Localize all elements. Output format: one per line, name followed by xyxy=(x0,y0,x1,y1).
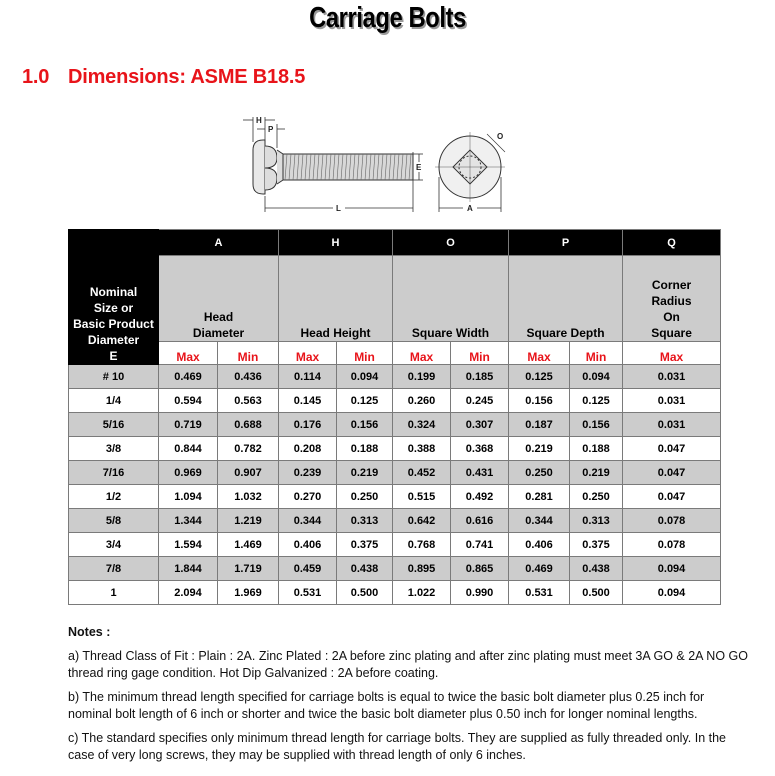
dimension-cell: 0.375 xyxy=(570,533,623,557)
table-body xyxy=(69,365,721,605)
table-row xyxy=(69,557,721,581)
dimension-cell: 0.156 xyxy=(570,413,623,437)
dimension-cell: 1.219 xyxy=(218,509,279,533)
dimension-cell: 0.188 xyxy=(570,437,623,461)
dimension-cell: 0.907 xyxy=(218,461,279,485)
table-row xyxy=(69,581,721,605)
note-item: b) The minimum thread length specified for carriage bolts is equal to twice the basic bolt diameter plus 0.25 inch for nominal bolt length of 6 inch or shorter and twice the basic bolt diameter plus 0.50 inch for longer nominal lengths. xyxy=(68,690,705,721)
dimension-cell: 0.492 xyxy=(451,485,509,509)
dimension-cell: 0.094 xyxy=(623,581,721,605)
dimension-cell: 0.406 xyxy=(279,533,337,557)
letter-q: Q xyxy=(623,230,721,256)
dimension-cell: 0.047 xyxy=(623,437,721,461)
square-depth-header: Square Depth xyxy=(509,256,623,342)
dimension-cell: 0.219 xyxy=(337,461,393,485)
letter-o: O xyxy=(393,230,509,256)
dimension-cell: 1.969 xyxy=(218,581,279,605)
nominal-size-cell: 5/16 xyxy=(69,413,159,437)
table-row xyxy=(69,413,721,437)
dimension-cell: 0.768 xyxy=(393,533,451,557)
dimension-cell: 0.990 xyxy=(451,581,509,605)
nominal-size-cell: 3/4 xyxy=(69,533,159,557)
min-label: Min xyxy=(451,342,509,365)
max-label: Max xyxy=(279,342,337,365)
section-heading xyxy=(22,66,305,89)
head-height-header: Head Height xyxy=(279,256,393,342)
dimension-cell: 0.245 xyxy=(451,389,509,413)
dimension-cell: 0.156 xyxy=(337,413,393,437)
dimension-cell: 0.436 xyxy=(218,365,279,389)
nominal-size-cell: 1/2 xyxy=(69,485,159,509)
dimension-cell: 1.022 xyxy=(393,581,451,605)
nominal-size-cell: 3/8 xyxy=(69,437,159,461)
table-row xyxy=(69,485,721,509)
dimension-cell: 0.741 xyxy=(451,533,509,557)
dimension-cell: 0.782 xyxy=(218,437,279,461)
dimension-cell: 0.270 xyxy=(279,485,337,509)
nominal-size-cell: 1/4 xyxy=(69,389,159,413)
carriage-bolt-diagram xyxy=(235,112,515,217)
label-l: L xyxy=(336,204,341,213)
dimension-cell: 0.250 xyxy=(509,461,570,485)
max-label: Max xyxy=(159,342,218,365)
note-item: c) The standard specifies only minimum thread length for carriage bolts. They are supplied as fully threaded only. In the case of very long screws, they may be supplied with thread length of only 6 inches. xyxy=(68,731,726,762)
dimension-cell: 0.431 xyxy=(451,461,509,485)
dimension-cell: 0.500 xyxy=(570,581,623,605)
dimension-cell: 0.145 xyxy=(279,389,337,413)
dimension-cell: 1.344 xyxy=(159,509,218,533)
dimension-cell: 0.199 xyxy=(393,365,451,389)
dimension-cell: 1.032 xyxy=(218,485,279,509)
dimension-cell: 0.125 xyxy=(337,389,393,413)
dimension-cell: 0.438 xyxy=(337,557,393,581)
table-row xyxy=(69,437,721,461)
dimension-cell: 0.188 xyxy=(337,437,393,461)
dimension-cell: 0.642 xyxy=(393,509,451,533)
dimension-cell: 1.469 xyxy=(218,533,279,557)
dimension-cell: 0.469 xyxy=(159,365,218,389)
dimension-cell: 0.125 xyxy=(509,365,570,389)
dimension-cell: 0.969 xyxy=(159,461,218,485)
max-label: Max xyxy=(393,342,451,365)
dimension-cell: 0.114 xyxy=(279,365,337,389)
dimension-cell: 0.895 xyxy=(393,557,451,581)
dimension-cell: 2.094 xyxy=(159,581,218,605)
page-title: Carriage Bolts xyxy=(309,2,466,34)
dimension-cell: 0.865 xyxy=(451,557,509,581)
max-label: Max xyxy=(623,342,721,365)
dimension-cell: 0.078 xyxy=(623,533,721,557)
dimension-cell: 0.208 xyxy=(279,437,337,461)
label-p: P xyxy=(268,125,274,134)
dimension-cell: 0.307 xyxy=(451,413,509,437)
max-label: Max xyxy=(509,342,570,365)
dimension-cell: 0.563 xyxy=(218,389,279,413)
nominal-size-cell: # 10 xyxy=(69,365,159,389)
table-row xyxy=(69,389,721,413)
label-o: O xyxy=(497,132,504,141)
dimension-cell: 0.469 xyxy=(509,557,570,581)
dimension-cell: 0.125 xyxy=(570,389,623,413)
dimension-cell: 0.688 xyxy=(218,413,279,437)
dimension-cell: 0.438 xyxy=(570,557,623,581)
label-e: E xyxy=(416,163,422,172)
section-title: Dimensions: ASME B18.5 xyxy=(68,66,306,88)
note-item: a) Thread Class of Fit : Plain : 2A. Zinc Plated : 2A before zinc plating and after zinc plating must meet 3A GO & 2A NO GO thread ring gage condition. Hot Dip Galvanized : 2A before coating. xyxy=(68,649,748,680)
dimension-cell: 0.031 xyxy=(623,365,721,389)
dimension-cell: 0.375 xyxy=(337,533,393,557)
head-diameter-header: Head Diameter xyxy=(159,256,279,342)
bolt-head-shape xyxy=(253,140,265,194)
dimension-cell: 1.094 xyxy=(159,485,218,509)
dimension-cell: 0.260 xyxy=(393,389,451,413)
dimension-cell: 0.344 xyxy=(509,509,570,533)
min-label: Min xyxy=(337,342,393,365)
square-width-header: Square Width xyxy=(393,256,509,342)
letter-a: A xyxy=(159,230,279,256)
notes-section xyxy=(68,624,748,771)
dimension-cell: 0.594 xyxy=(159,389,218,413)
dimension-cell: 0.047 xyxy=(623,485,721,509)
dimension-cell: 0.616 xyxy=(451,509,509,533)
dimension-cell: 0.500 xyxy=(337,581,393,605)
dimension-cell: 0.719 xyxy=(159,413,218,437)
dimension-cell: 0.313 xyxy=(337,509,393,533)
dimension-cell: 0.176 xyxy=(279,413,337,437)
dimension-cell: 0.844 xyxy=(159,437,218,461)
dimension-cell: 0.031 xyxy=(623,413,721,437)
nominal-size-header: Nominal Size or Basic Product Diameter E xyxy=(69,230,159,365)
dimension-cell: 1.594 xyxy=(159,533,218,557)
dimension-cell: 0.324 xyxy=(393,413,451,437)
dimension-cell: 0.094 xyxy=(337,365,393,389)
table-row xyxy=(69,533,721,557)
nominal-size-cell: 7/8 xyxy=(69,557,159,581)
dimension-cell: 0.344 xyxy=(279,509,337,533)
dimension-cell: 0.047 xyxy=(623,461,721,485)
dimension-cell: 1.844 xyxy=(159,557,218,581)
label-h: H xyxy=(256,116,262,125)
dimension-cell: 0.219 xyxy=(509,437,570,461)
label-a: A xyxy=(467,204,473,213)
dimension-cell: 0.185 xyxy=(451,365,509,389)
notes-heading: Notes : xyxy=(68,625,111,639)
dimension-cell: 0.219 xyxy=(570,461,623,485)
dimension-cell: 0.078 xyxy=(623,509,721,533)
dimension-cell: 0.531 xyxy=(279,581,337,605)
dimension-cell: 0.313 xyxy=(570,509,623,533)
table-row xyxy=(69,509,721,533)
bolt-end-view xyxy=(435,132,505,202)
section-number: 1.0 xyxy=(22,66,50,88)
dimension-cell: 0.250 xyxy=(570,485,623,509)
dimension-cell: 0.531 xyxy=(509,581,570,605)
table-row xyxy=(69,365,721,389)
letter-header-row xyxy=(69,230,721,256)
dimension-cell: 0.187 xyxy=(509,413,570,437)
dimension-cell: 0.250 xyxy=(337,485,393,509)
dimension-cell: 0.388 xyxy=(393,437,451,461)
dimension-cell: 0.031 xyxy=(623,389,721,413)
dimension-cell: 0.094 xyxy=(570,365,623,389)
letter-h: H xyxy=(279,230,393,256)
min-label: Min xyxy=(218,342,279,365)
corner-radius-header: Corner Radius On Square xyxy=(623,256,721,342)
dimension-cell: 0.156 xyxy=(509,389,570,413)
dimension-cell: 0.281 xyxy=(509,485,570,509)
dimension-cell: 0.368 xyxy=(451,437,509,461)
nominal-size-cell: 5/8 xyxy=(69,509,159,533)
dimension-cell: 0.452 xyxy=(393,461,451,485)
table-row xyxy=(69,461,721,485)
nominal-size-cell: 1 xyxy=(69,581,159,605)
column-name-row xyxy=(69,256,721,342)
dimension-cell: 0.239 xyxy=(279,461,337,485)
dimension-cell: 0.459 xyxy=(279,557,337,581)
min-label: Min xyxy=(570,342,623,365)
dimension-cell: 0.094 xyxy=(623,557,721,581)
dimension-cell: 1.719 xyxy=(218,557,279,581)
nominal-size-cell: 7/16 xyxy=(69,461,159,485)
dimension-cell: 0.515 xyxy=(393,485,451,509)
letter-p: P xyxy=(509,230,623,256)
dimension-cell: 0.406 xyxy=(509,533,570,557)
max-min-row xyxy=(69,342,721,365)
dimensions-table xyxy=(68,229,721,605)
